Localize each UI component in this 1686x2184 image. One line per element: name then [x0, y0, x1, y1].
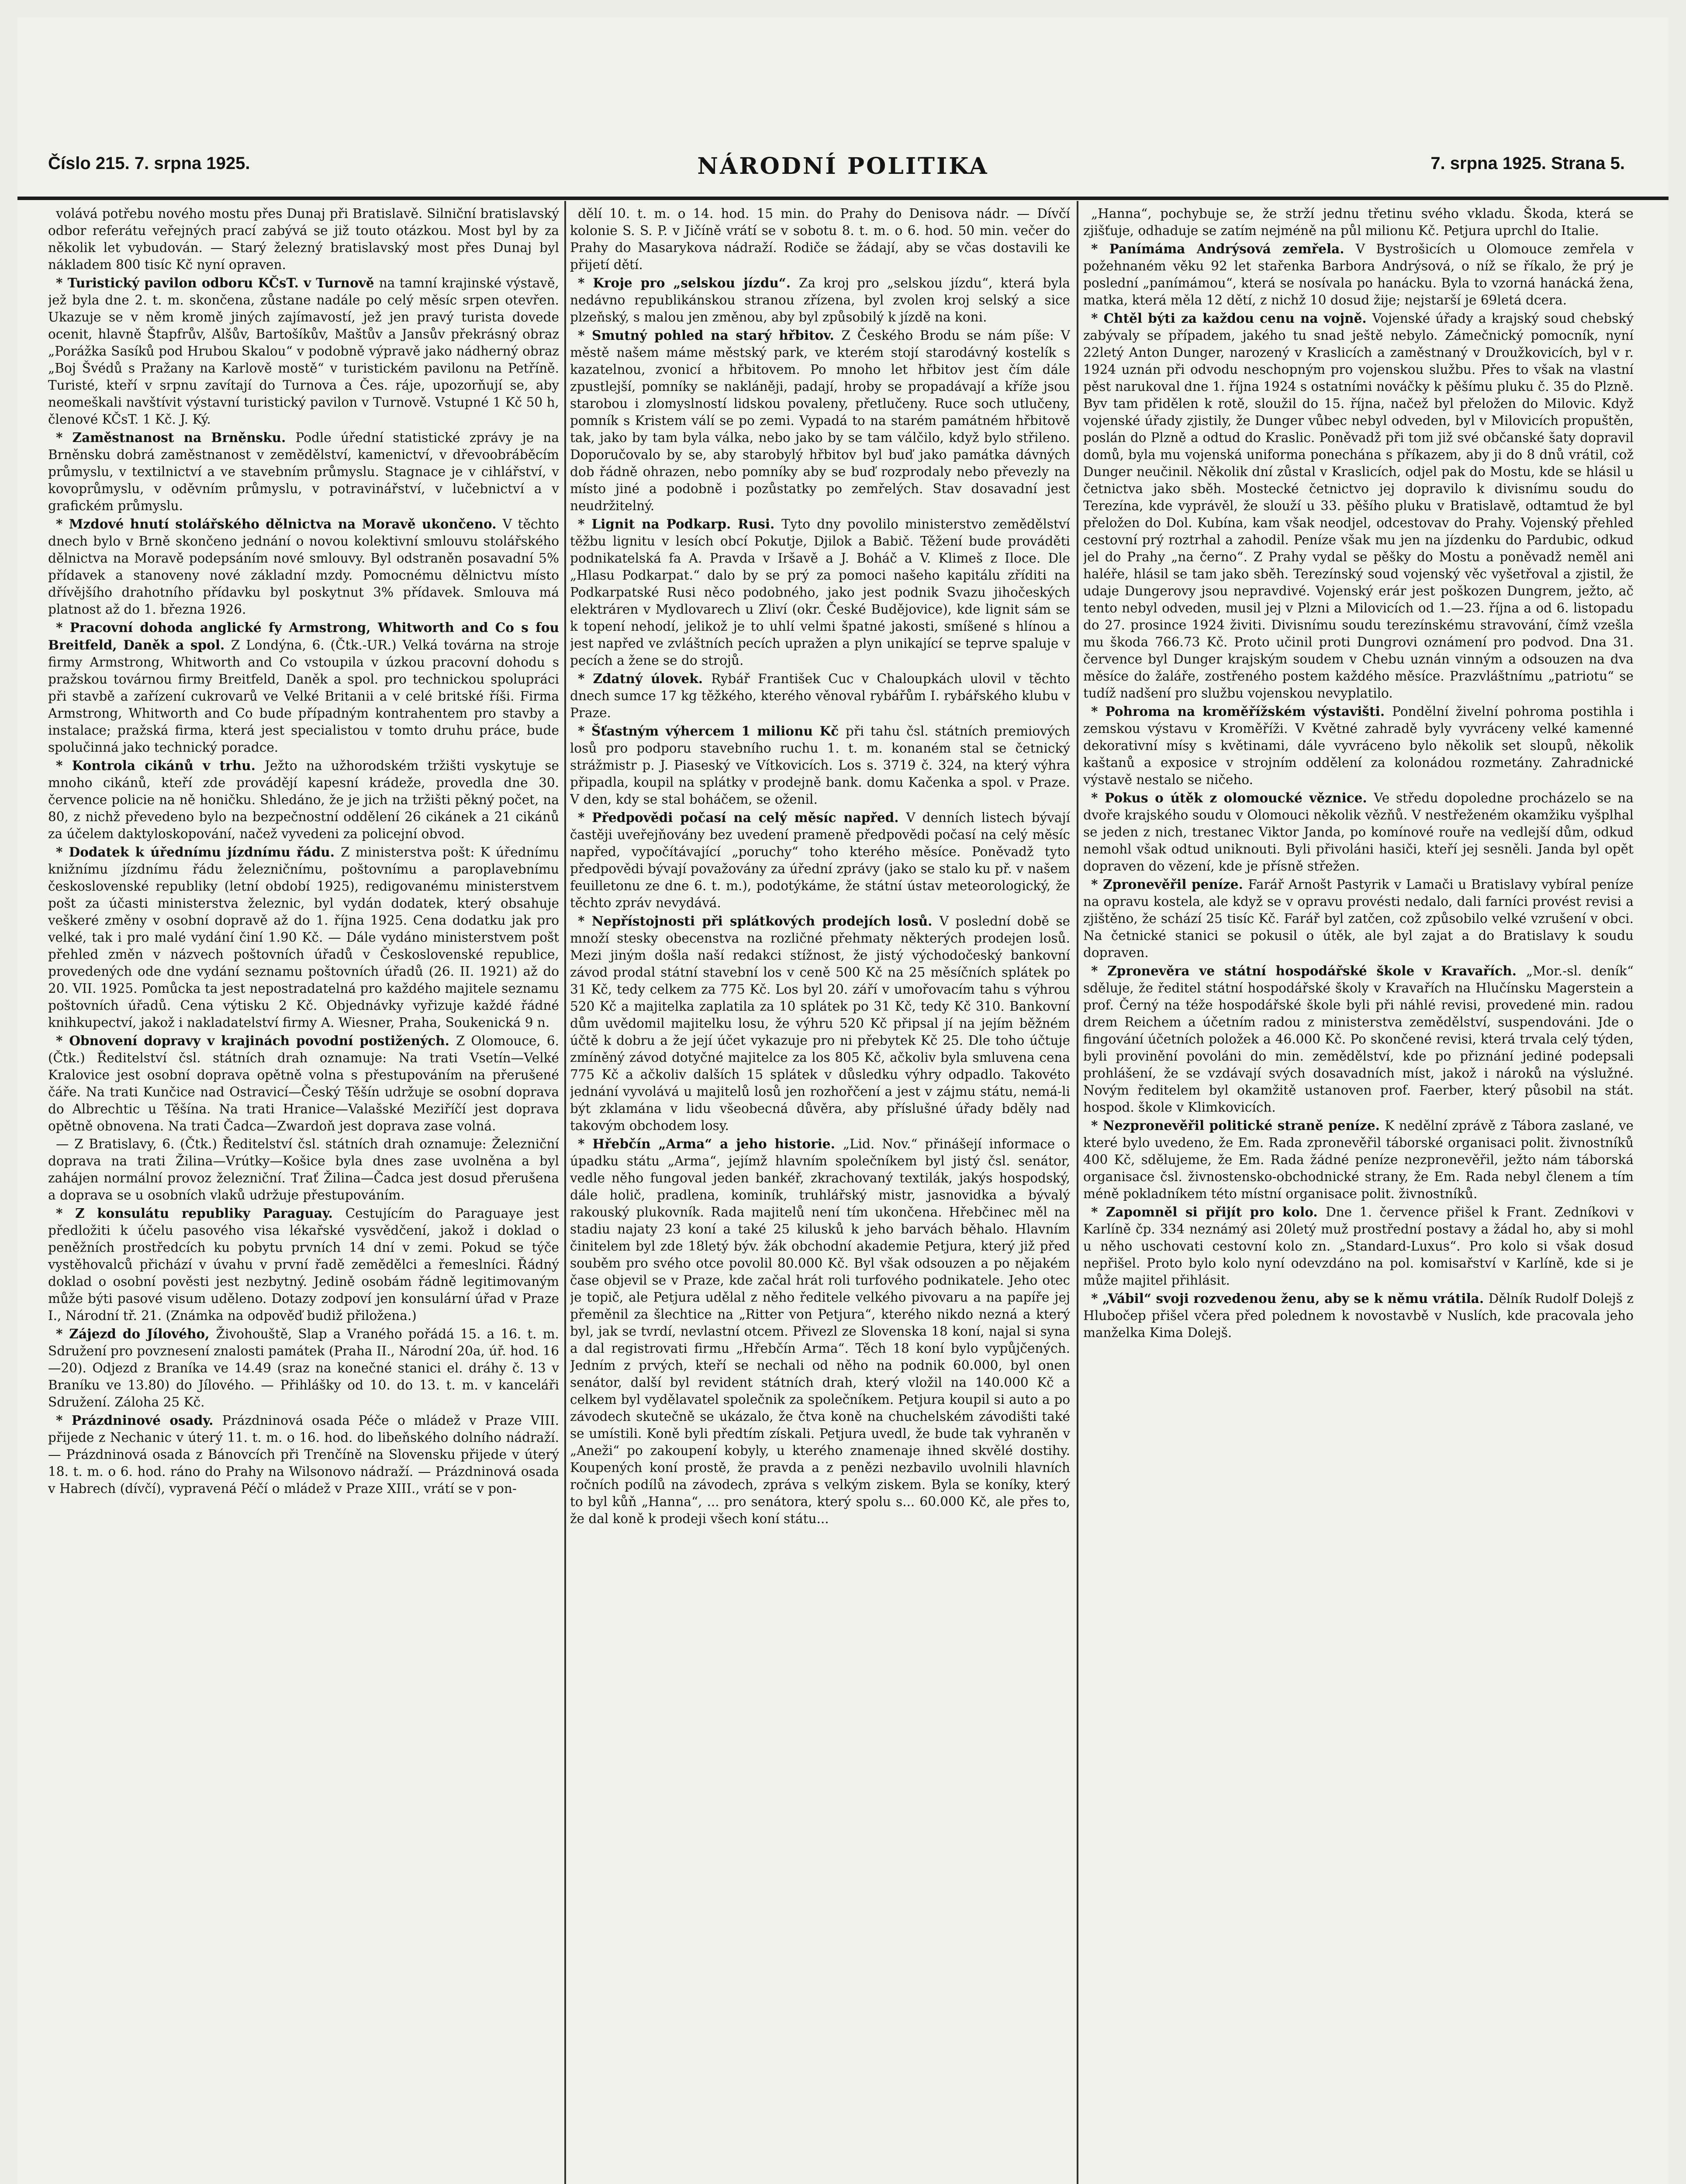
article-heading: * Hřebčín „Arma“ a jeho historie. — [578, 1136, 843, 1151]
article-text: Pondělní živelní pohroma postihla i zemskou výstavu v Kroměříži. V Květné zahradě byly vyvráceny velké kamenné dekorativní mísy s květinami, dále vyvráceno bylo několik set sloupů, několik kaštanů a exposice v strojním oddělení za kolonádou rozmetány. Zahradnické výstavě nestalo se ničeho. — [1083, 704, 1634, 787]
article-paragraph — [570, 912, 1070, 1134]
article-heading: * Obnovení dopravy v krajinách povodní postižených. — [56, 1033, 456, 1048]
article-heading: * Zpronevěra ve státní hospodářské škole v Kravařích. — [1091, 963, 1526, 978]
article-paragraph — [570, 809, 1070, 912]
article-heading: * Šťastným výhercem 1 milionu Kč — [578, 723, 846, 739]
article-paragraph — [48, 619, 559, 756]
article-paragraph — [1083, 962, 1634, 1116]
article-text: Z ministerstva pošt: K úřednímu knižnímu jízdnímu řádu železničnímu, poštovnímu a paroplavebnímu československé republiky (letní období 1925), redigovanému ministerstvem pošt za účasti ministerstva železnic, byl vydán dodatek, který obsahuje veškeré změny v osobní dopravě až do 1. října 1925. Cena dodatku jak pro velké, tak i pro malé vydání činí 1.90 Kč. — Dále vydáno ministerstvem pošt přehled změn v názvech poštovních úřadů v Československé republice, provedených ode dne vydání seznamu poštovních úřadů (26. II. 1921) až do 20. VII. 1925. Pomůcka ta jest nepostradatelná pro každého majitele seznamu poštovních úřadů. Cena výtisku 2 Kč. Objednávky vyřizuje každé řádné knihkupectví, jakož i nakladatelství firmy A. Wiesner, Praha, Soukenická 9 n. — [48, 845, 559, 1030]
column-rule — [1077, 201, 1078, 2184]
article-heading: * Předpovědi počasí na celý měsíc napřed. — [578, 810, 906, 825]
article-text: Dělník Rudolf Dolejš z Hlubočep přišel včera před polednem k novostavbě v Nuslích, kde pracovala jeho manželka Kima Dolejš. — [1083, 1291, 1634, 1340]
article-heading: * Zájezd do Jílového, — [56, 1326, 216, 1341]
column-rule — [564, 201, 566, 2184]
article-text: Podle úřední statistické zprávy je na Brněnsku dobrá zaměstnanost v zemědělství, kamenictví, v dřevoobráběcím průmyslu, v textilnictví a ve stavebním průmyslu. Stagnace je v cihlářství, v kovoprůmyslu, v oděvním průmyslu, v potravinářství, v lučebnictví a v grafickém průmyslu. — [48, 430, 559, 513]
article-text: při tahu čsl. státních premiových losů pro podporu stavebního ruchu 1. t. m. konaném stal se četnický strážmistr p. J. Piaseský ve Vítkovicích. Los s. 3719 č. 324, na který výhra připadla, koupil na splátky v prodejně bank. domu Kačenka a spol. v Praze. V den, kdy se stal boháčem, se oženil. — [570, 724, 1070, 807]
page-header — [17, 149, 1669, 200]
article-text: dělí 10. t. m. o 14. hod. 15 min. do Prahy do Denisova nádr. — Dívčí kolonie S. S. P. v Jičíně vrátí se v sobotu 8. t. m. o 6. hod. 50 min. večer do Prahy do Masarykova nádraží. Rodiče se žádají, aby se včas dostavili ke přijetí dětí. — [570, 206, 1070, 272]
article-heading: * Dodatek k úřednímu jízdnímu řádu. — [56, 844, 341, 860]
article-paragraph — [570, 670, 1070, 722]
article-paragraph — [1083, 789, 1634, 875]
article-paragraph — [570, 274, 1070, 326]
article-text: „Lid. Nov.“ přinášejí informace o úpadku státu „Arma“, jejímž hlavním společníkem byl jistý čsl. senátor, vedle něho fungoval jeden bankéř, zkrachovaný textilák, jakýs hospodský, dále holič, pradlena, kominík, truhlářský mistr, jasnovidka a bývalý rakouský plukovník. Rada majitelů není tím ukončena. Hřebčinec měl na stadiu najaty 23 koní a také 25 kilusků k jeho barvách běhalo. Hlavním činitelem byl zde 18letý býv. žák obchodní akademie Petjura, který již před souběm pro svého otce povolil 80.000 Kč. Byl však odsouzen a po nějakém čase objevil se v Praze, kde začal hrát roli turfového podnikatele. Jeho otec je topič, ale Petjura udělal z něho ředitele velkého pivovaru a na papíře jej přeměnil za šlechtice na „Ritter von Petjura“, kterého nikdo nezná a který byl, jak se tvrdí, nevlastní otcem. Přivezl ze Slovenska 18 koní, najal si syna a dal registrovati firmu „Hřebčín Arma“. Těch 18 koní bylo vypůjčených. Jedním z prvých, kteří se nechali od něho na podnik 60.000, byl onen senátor, další byl revident státních drah, který vložil na 140.000 Kč a celkem byl vydělavatel společnik za společníkem. Petjura koupil si auto a po závodech skutečně se ukázalo, že čtva koně na chuchelském závodišti také se umístili. Koně byli předtím získali. Petjura uvedl, že bude tak vyhraněn v „Aneži“ po zakoupení kobyly, u kterého znamenaje ihned skvělé dostihy. Koupených koní prostě, že pravda a z penězi nezbavilo uvolnili hlavních ročních podílů na závodech, zpráva s velkým ziskem. Byla se koníky, který to byl kůň „Hanna“, ... pro senátora, který spolu s... 60.000 Kč, ale přes to, že dal koně k prodeji všech koní státu... — [570, 1137, 1070, 1526]
article-text: Rybář František Cuc v Chaloupkách ulovil v těchto dnech sumce 17 kg těžkého, kterého věnoval rybářům I. rybářského klubu v Praze. — [570, 671, 1070, 720]
article-paragraph — [570, 205, 1070, 273]
article-text: Ve středu dopoledne procházelo se na dvoře krajského soudu v Olomouci několik vězňů. V nestřeženém okamžiku vyšplhal se jeden z nich, trestanec Viktor Janda, po komínové rouře na vedlejší dům, odkud nemohl však odtud uniknouti. Byli přivoláni hasiči, kteří jej sesněli. Janda byl opět dopraven do vězení, kde je přísně střežen. — [1083, 791, 1634, 874]
article-text: Z Londýna, 6. (Čtk.-UR.) Velká továrna na stroje firmy Armstrong, Whitworth and Co vstoupila v úzkou pracovní dohodu s pražskou továrnou firmy Breitfeld, Daněk a spol. pro technickou spolupráci při stavbě a zařízení cukrovarů ve Velké Britanii a v celé britské říši. Firma Armstrong, Whitworth and Co bude případným kontrahentem pro stavby a instalace; pražská firma, která jest specialistou v tomto druhu práce, bude spolučinná jako technický poradce. — [48, 638, 559, 755]
article-heading: * Kroje pro „selskou jízdu“. — [578, 275, 799, 290]
article-paragraph — [48, 757, 559, 843]
article-heading: * Prázdninové osady. — [56, 1413, 222, 1428]
article-paragraph — [1083, 876, 1634, 961]
article-paragraph — [48, 1032, 559, 1135]
article-text: V Bystrošicích u Olomouce zemřela v požehnaném věku 92 let stařenka Barbora Andrýsová, o níž se říkalo, že prý je poslední „panímámou“, která se nosívala po hanácku. Byla to vzorná hanácká žena, matka, která měla 12 dětí, z nichž 10 dosud žije; nejstarší je 69letá dcera. — [1083, 242, 1634, 308]
article-paragraph — [1083, 1203, 1634, 1289]
article-heading: * Mzdové hnutí stolářského dělnictva na Moravě ukončeno. — [56, 516, 503, 532]
article-text: Ježto na užhorodském tržišti vyskytuje se mnoho cikánů, kteří zde provádějí kapesní krádeže, provedla dne 30. července policie na ně honičku. Shledáno, že je jich na tržišti pěkný počet, na 80, z nichž převedeno bylo na bezpečnostní oddělení 26 cikánek a 21 cikánů za účelem daktyloskopování, načež vyvedeni za policejní obvod. — [48, 758, 559, 841]
article-heading: * Nepřístojnosti při splátkových prodejích losů. — [578, 913, 940, 929]
article-paragraph — [48, 274, 559, 428]
article-text: na tamní krajinské výstavě, jež byla dne 2. t. m. skončena, zůstane nadále po celý měsíc srpen otevřen. Ukazuje se v něm kromě jiných zajímavostí, jež jen pravý turista dovede ocenit, hlavně Štapfrův, Alšův, Bartošíkův, Maštův a Jansův překrásný obraz „Porážka Sasíků pod Hrubou Skalou“ v podobně výpravě jako nádherný obraz „Boj Švédů s Pražany na Karlově mostě“ v turistickém pavilonu na Petříně. Turisté, kteří v srpnu zavítají do Turnova a Čes. ráje, upozorňují se, aby neomeškali navštívit výstavní turistický pavilon v Turnově. Vstupné 1 Kč 50 h, členové KČsT. 1 Kč. J. Ký. — [48, 276, 559, 427]
article-heading: * Kontrola cikánů v trhu. — [56, 758, 265, 773]
article-heading: * Panímáma Andrýsová zemřela. — [1091, 241, 1356, 256]
article-heading: * Zpronevěřil peníze. — [1091, 877, 1248, 892]
article-text: Z Olomouce, 6. (Čtk.) Ředitelství čsl. státních drah oznamuje: Na trati Vsetín—Velké Kralovice jest osobní doprava opětně volna s přestupováním na přerušené čáře. Na trati Kunčice nad Ostravicí—Český Těšín udržuje se osobní doprava do Albrechtic u Těšína. Na trati Hranice—Valašské Meziříčí jest doprava opětně obnovena. Na trati Čadca—Zwardoň jest doprava zase volná. — [48, 1033, 559, 1133]
date-page-info: 7. srpna 1925. Strana 5. — [1430, 154, 1625, 173]
article-paragraph — [1083, 1117, 1634, 1203]
article-heading: * Zaměstnanost na Brněnsku. — [56, 430, 296, 445]
article-paragraph — [48, 205, 559, 273]
article-paragraph — [1083, 310, 1634, 702]
article-text: Dne 1. července přišel k Frant. Zedníkovi v Karlíně čp. 334 neznámý asi 20letý muž prostřední postavy a žádal ho, aby si mohl u něho uschovati cestovní kolo zn. „Standard-Luxus“. Pro kolo si však dosud nepřišel. Proto bylo kolo nyní odevzdáno na pol. komisařství v Karlíně, kde si je může majitel přihlásit. — [1083, 1205, 1634, 1288]
article-text: Z Českého Brodu se nám píše: V městě našem máme městský park, ve kterém stojí starodávný kostelík s kazatelnou, zvonicí a hřbitovem. Po mnoho let hřbitov jest čím dále zpustlejší, pomníky se nakláněji, padají, hroby se propadávají a kříže jsou starobou i zlomyslností lidskou povaleny, přetlučeny. Ruce soch utlučeny, pomník s Kristem válí se po zemi. Vypadá to na starém památném hřbitově tak, jako by tam byla válka, nebo jako by se tam válčilo, když bylo střileno. Doporučovalo by se, aby starobylý hřbitov byl buď jako památka dávných dob řádně ohrazen, nebo pomníky aby se buď rozprodaly nebo převezly na místo jiné a podobně i pozůstatky po zemřelých. Stav dosavadní jest neudržitelný. — [570, 328, 1070, 513]
article-heading: * Z konsulátu republiky Paraguay. — [56, 1206, 345, 1221]
newspaper-page — [17, 17, 1669, 2184]
article-paragraph — [48, 515, 559, 618]
article-heading: * Zapomněl si přijít pro kolo. — [1091, 1204, 1326, 1220]
article-paragraph — [570, 722, 1070, 808]
column-2 — [570, 205, 1070, 2184]
article-heading: * Pokus o útěk z olomoucké věznice. — [1091, 790, 1374, 805]
article-text: Za kroj pro „selskou jízdu“, která byla nedávno republikánskou stranou zřízena, byl zvolen kroj selský a sice plzeňský, s malou jen změnou, aby byl způsobilý k jízdě na koni. — [570, 276, 1070, 325]
article-paragraph — [570, 1135, 1070, 1527]
article-text: — Z Bratislavy, 6. (Čtk.) Ředitelství čsl. státních drah oznamuje: Železniční doprava na trati Žilina—Vrútky—Košice byla dnes zase uvolněna a byl zahájen normální provoz železniční. Trať Žilina—Čadca jest dosud přerušena a doprava se u osobních vlaků udržuje přestupováním. — [48, 1137, 559, 1203]
article-paragraph — [48, 429, 559, 515]
article-paragraph — [570, 515, 1070, 669]
article-text: Živohouště, Slap a Vraného pořádá 15. a 16. t. m. Sdružení pro povznesení znalosti památek (Praha II., Národní 20a, úř. hod. 16—20). Odjezd z Braníka ve 14.49 (sraz na konečné stanici el. dráhy č. 13 v Braníku ve 13.80) do Jílového. — Přihlášky od 10. do 13. t. m. v kanceláři Sdružení. Záloha 25 Kč. — [48, 1327, 559, 1410]
article-text: Prázdninová osada Péče o mládež v Praze VIII. přijede z Nechanic v úterý 11. t. m. o 16. hod. do libeňského dolního nádraží. — Prázdninová osada z Bánovcích při Trenčíně na Slovensku přijede v úterý 18. t. m. o 6. hod. ráno do Prahy na Wilsonovo nádraží. — Prázdninová osada v Habrech (dívčí), vypravená Péčí o mládež v Praze XIII., vrátí se v pon- — [48, 1413, 559, 1496]
article-heading: * Smutný pohled na starý hřbitov. — [578, 328, 842, 343]
article-heading: * Nezpronevěřil politické straně peníze. — [1091, 1118, 1385, 1133]
article-text: Tyto dny povolilo ministerstvo zemědělství těžbu lignitu v lesích obcí Pokutje, Djilok a Babič. Těžení bude prováděti podnikatelská fa A. Pravda v Iršavě a J. Boháč a V. Klimeš z Iloce. Dle „Hlasu Podkarpat.“ dalo by se prý za pomoci našeho kapitálu zříditi na Podkarpatské Rusi něco podobného, jako jest podnik Svazu jihočeských elektráren v Mydlovarech u Zliví (okr. České Budějovice), kde lignit sám se k topení nehodí, jelikož je to uhlí velmi špatné jakosti, smíšené s hlínou a jest napřed ve zvláštních pecích upražen a plyn unikající se teprve spaluje v pecích a žene se do strojů. — [570, 517, 1070, 668]
column-3 — [1083, 205, 1634, 2184]
article-heading: * Pohroma na kroměřížském výstavišti. — [1091, 704, 1392, 719]
article-heading: * Lignit na Podkarp. Rusi. — [578, 516, 782, 532]
article-text: Vojenské úřady a krajský soud chebský zabývaly se případem, jakého tu snad ještě nebylo. Zámečnický pomocník, nyní 22letý Anton Dunger, narozený v Kraslicích a zaměstnaný v Droužkovicích, byl v r. 1924 uznán při odvodu neschopným pro vojenskou službu. Přes to však na vlastní pěst narukoval dne 1. října 1924 s ostatními nováčky k pěšímu pluku č. 35 do Plzně. Byv tam přidělen k rotě, sloužil do 15. října, načež byl přeložen do Milovic. Když vojenské úřady zjistily, že Dunger vůbec nebyl odveden, byl v Milovicích propuštěn, poslán do Plzně a odtud do Kraslic. Poněvadž při tom již své občanské šaty dopravil domů, byla mu vojenská uniforma ponechána s příkazem, aby ji do 8 dnů vrátil, což Dunger neučinil. Několik dní zůstal v Kraslicích, odjel pak do Mostu, kde se hlásil u četnictva jako sběh. Mostecké četnictvo jej dopravilo k divisnímu soudu do Terezína, kde vyprávěl, že slouží u 33. pěšího pluku v Bratislavě, odtamtud že byl přeložen do Dol. Kubína, kam však neodjel, odcestovav do Prahy. Vojenský přehled cestovní prý roztrhal a zahodil. Peníze však mu jen na jízdenku do Pardubic, odkud jel do Prahy „na černo“. Z Prahy vydal se pěšky do Mostu a poněvadž neměl ani haléře, hlásil se tam jako sběh. Terezínský soud vojenský věc vyšetřoval a zjistil, že udaje Dungerovy jsou nepravdivé. Vojenský erár jest poškozen Dungrem, ježto, ač tento nebyl odveden, musil jej v Plzni a Milovicích od 1.—23. října a od 6. listopadu do 27. prosince 1924 živiti. Divisnímu soudu terezínskému stravování, čímž vzešla mu škoda 766.73 Kč. Proto učinil proti Dungrovi oznámení pro podvod. Dna 31. července byl Dunger krajským soudem v Chebu uznán vinným a odsouzen na dva měsíce do žaláře, zostřeného postem každého měsíce. Prazvláštnímu „patriotu“ se tudíž nadšení pro službu vojenskou nevyplatilo. — [1083, 311, 1634, 701]
article-text: „Mor.-sl. deník“ sděluje, že ředitel státní hospodářské školy v Kravařích na Hlučínsku Magerstein a prof. Černý na téže hospodářské škole byli při náhlé revisi, provedené min. radou drem Reichem a účetním radou z ministerstva zemědělství, suspendováni. Jde o fingování účetních položek a 46.000 Kč. Po skončené revisi, která trvala celý týden, byli provinění povoláni do min. zemědělství, kde po přiznání jediné podepsali prohlášení, že se vzdávají svých dosavadních míst, jakož i nároků na výslužné. Novým ředitelem byl okamžitě ustanoven prof. Faerber, který působil na stát. hospod. škole v Klimkovicích. — [1083, 964, 1634, 1115]
article-paragraph — [1083, 703, 1634, 788]
article-paragraph — [48, 1136, 559, 1204]
article-text: V poslední době se množí stesky obecenstva na rozličné přehmaty některých prodejen losů. Mezi jiným došla naší redakci stížnost, že jistý východočeský bankovní závod prodal státní stavební los v ceně 500 Kč na 25 měsíčních splátek po 31 Kč, tedy celkem za 775 Kč. Los byl 20. září v umořovacím tahu s výhrou 520 Kč a majitelka zaplatila za 10 splátek po 31 Kč, tedy Kč 310. Bankovní dům uvědomil majitelku losu, že výhru 520 Kč připsal jí na jejím běžném účtě k dobru a že její účet vykazuje pro ni přebytek Kč 25. Dle toho účtuje zmíněný závod dotyčné majitelce za los 805 Kč, ačkoliv byla smluvena cena 775 Kč a ačkoliv dalších 15 splátek v důsledku výhry odpadlo. Takovéto jednání vyvolává u majitelů losů jen rozhořčení a jest v zájmu státu, nemá-li být zklamána v lidu všeobecná důvěra, aby příslušné úřady bděly nad takovým obchodem losy. — [570, 914, 1070, 1133]
article-text: K nedělní zprávě z Tábora zaslané, ve které bylo uvedeno, že Em. Rada zpronevěřil táborské organisaci polit. živnostníků 400 Kč, sdělujeme, že Em. Rada žádné peníze nezpronevěřil, ježto nám táborská organisace čsl. živnostensko-obchodnické strany, že Em. Rada nebyl členem a tím méně pokladníkem této místní organisace polit. živnostníků. — [1083, 1118, 1634, 1201]
article-heading: * „Vábil“ svoji rozvedenou ženu, aby se k němu vrátila. — [1091, 1291, 1489, 1306]
article-heading: * Pracovní dohoda anglické fy Armstrong, Whitworth and Co s fou Breitfeld, Daněk a spol. — [48, 620, 559, 653]
article-paragraph — [570, 327, 1070, 515]
article-heading: * Turistický pavilon odboru KČsT. v Turnově — [56, 275, 379, 290]
article-paragraph — [48, 843, 559, 1031]
newspaper-title: NÁRODNÍ POLITIKA — [697, 153, 989, 180]
article-paragraph — [48, 1205, 559, 1324]
article-paragraph — [48, 1412, 559, 1497]
article-text: „Hanna“, pochybuje se, že strží jednu třetinu svého vkladu. Škoda, která se zjišťuje, odhaduje se zatím nejméně na půl milionu Kč. Petjura uprchl do Italie. — [1083, 206, 1634, 238]
article-text: V těchto dnech bylo v Brně skončeno jednání o novou kolektivní smlouvu stolářského dělnictva na Moravě podepsáním nové smlouvy. Byl odstraněn posavadní 5% přídavek a stanoveny nové základní mzdy. Pomocnému dělnictvu místo dřívějšího drahotního přídavku byl poskytnut 3% přídavek. Smlouva má platnost až do 1. března 1926. — [48, 517, 559, 617]
issue-info: Číslo 215. 7. srpna 1925. — [48, 154, 250, 173]
article-paragraph — [48, 1325, 559, 1411]
article-heading: * Chtěl býti za každou cenu na vojně. — [1091, 311, 1372, 326]
column-1 — [48, 205, 559, 2184]
article-text: volává potřebu nového mostu přes Dunaj při Bratislavě. Silniční bratislavský odbor referátu veřejných prací zabývá se již touto otázkou. Most byl by za několik let vybudován. — Starý železný bratislavský most přes Dunaj byl nákladem 800 tisíc Kč nyní opraven. — [48, 206, 559, 272]
article-paragraph — [1083, 1290, 1634, 1341]
article-paragraph — [1083, 205, 1634, 239]
article-heading: * Zdatný úlovek. — [578, 671, 712, 686]
article-text: Farář Arnošt Pastyrik v Lamači u Bratislavy vybíral peníze na opravu kostela, ale když se v opravu provésti nedalo, dali farníci provést revisi a zjištěno, že schází 25 tisíc Kč. Farář byl zatčen, což způsobilo velké vzrušení v obci. Na četnické stanici se pokusil o útěk, ale byl zajat a do Bratislavy k soudu dopraven. — [1083, 877, 1634, 960]
article-text: Cestujícím do Paraguaye jest předložiti k účelu pasového visa lékařské vysvědčení, jakož i doklad o peněžních prostředcích ku pobytu prvních 14 dní v zemi. Pokud se týče vystěhovalců přichází v úvahu v první řadě zemědělci a řemeslníci. Řádný doklad o osobní pověsti jest nezbytný. Jedině osobám řádně legitimovaným může býti pasové visum uděleno. Dotazy zodpoví jen konsulární úřad v Praze I., Národní tř. 21. (Známka na odpověď budiž přiložena.) — [48, 1206, 559, 1323]
article-paragraph — [1083, 240, 1634, 309]
article-text: V denních listech bývají častěji uveřejňovány bez uvedení prameně předpovědi počasí na celý měsíc napřed, vypočítávající „poruchy“ toho kterého měsíce. Poněvadž tyto předpovědi bývají považovány za úřední zprávy (jako se stalo ku př. v našem feuilletonu ze dne 6. t. m.), podotýkáme, že státní ústav meteorologický, že těchto zpráv nevydává. — [570, 810, 1070, 910]
